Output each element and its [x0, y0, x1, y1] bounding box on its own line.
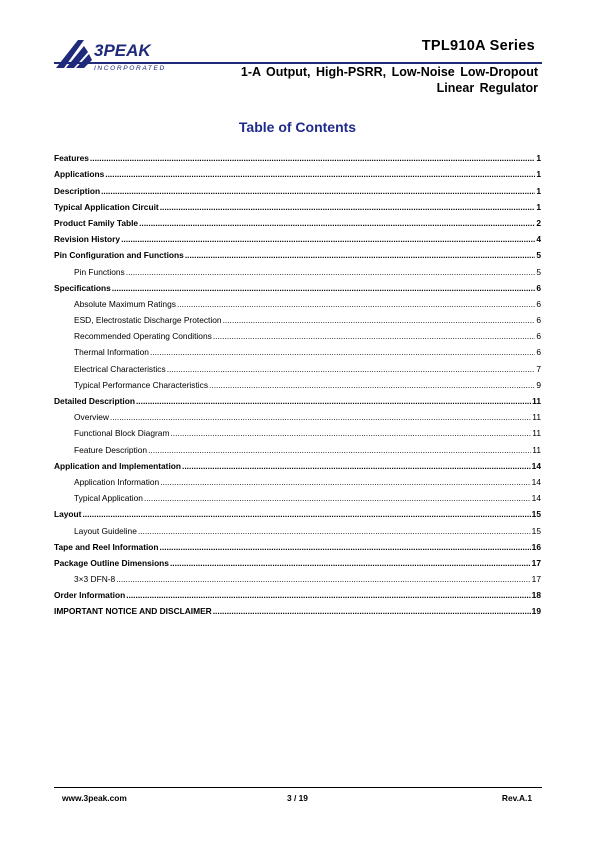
toc-entry-title: Order Information — [54, 590, 126, 601]
toc-entry-title: Package Outline Dimensions — [54, 557, 169, 568]
toc-entry-title: Detailed Description — [54, 396, 135, 406]
toc-entry-page: 9 — [536, 379, 541, 390]
toc-entry-title: Overview — [74, 412, 109, 423]
toc-entry[interactable] — [54, 584, 541, 600]
toc-entry-title: Revision History — [54, 234, 121, 245]
toc-leader-dots — [136, 396, 531, 406]
toc-entry[interactable] — [54, 228, 541, 244]
toc-entry-title: Layout — [54, 509, 82, 520]
toc-entry[interactable] — [54, 163, 541, 179]
3peak-logo-icon — [54, 36, 179, 76]
toc-entry-title: ESD, Electrostatic Discharge Protection — [74, 315, 222, 326]
toc-entry[interactable] — [54, 390, 541, 406]
toc-entry-title: Typical Performance Characteristics — [74, 379, 209, 390]
toc-entry-page: 14 — [531, 460, 541, 471]
toc-entry-title: Description — [54, 185, 101, 196]
toc-entry-title: Absolute Maximum Ratings — [74, 298, 176, 309]
toc-entry-page: 1 — [536, 153, 541, 164]
logo-wordmark: 3PEAK — [94, 41, 151, 60]
toc-leader-dots — [213, 331, 536, 341]
toc-leader-dots — [170, 558, 531, 568]
toc-entry[interactable] — [54, 341, 541, 357]
footer-divider — [54, 787, 542, 788]
toc-entry-page: 11 — [532, 396, 541, 406]
toc-entry-title: IMPORTANT NOTICE AND DISCLAIMER — [54, 606, 212, 617]
toc-entry-page: 1 — [536, 201, 541, 212]
toc-entry-page: 19 — [531, 606, 541, 617]
toc-entry-page: 1 — [536, 185, 541, 196]
toc-leader-dots — [182, 461, 531, 471]
toc-leader-dots — [177, 299, 535, 309]
toc-leader-dots — [138, 526, 531, 536]
toc-entry[interactable] — [54, 212, 541, 228]
toc-entry-title: Functional Block Diagram — [74, 428, 170, 439]
toc-leader-dots — [126, 590, 530, 600]
toc-entry-title: Pin Functions — [74, 266, 125, 277]
toc-leader-dots — [209, 380, 535, 390]
toc-entry-title: Layout Guideline — [74, 525, 137, 536]
toc-heading: Table of Contents — [238, 119, 357, 135]
toc-entry[interactable] — [54, 244, 541, 260]
toc-entry-title: Typical Application Circuit — [54, 201, 159, 212]
toc-entry-page: 15 — [531, 525, 541, 536]
toc-entry-title: Tape and Reel Information — [54, 541, 159, 552]
toc-entry-page: 17 — [531, 557, 541, 568]
toc-entry[interactable] — [54, 519, 541, 535]
toc-leader-dots — [223, 315, 536, 325]
toc-entry-page: 17 — [531, 574, 541, 585]
toc-entry-page: 11 — [532, 428, 541, 439]
toc-entry-page: 14 — [531, 493, 541, 504]
toc-entry-title: 3×3 DFN-8 — [74, 574, 116, 585]
toc-entry-page: 6 — [536, 315, 541, 326]
toc-entry[interactable] — [54, 357, 541, 373]
toc-entry[interactable] — [54, 422, 541, 438]
toc-entry-page: 6 — [536, 347, 541, 358]
toc-leader-dots — [144, 493, 531, 503]
toc-entry[interactable] — [54, 406, 541, 422]
toc-entry-title: Feature Description — [74, 444, 148, 455]
toc-entry-page: 18 — [531, 590, 541, 601]
toc-entry-page: 11 — [532, 444, 541, 455]
toc-entry[interactable] — [54, 374, 541, 390]
toc-leader-dots — [82, 509, 530, 519]
document-subtitle — [178, 64, 538, 96]
toc-entry[interactable] — [54, 455, 541, 471]
footer-website[interactable]: www.3peak.com — [62, 793, 127, 803]
toc-entry[interactable] — [54, 196, 541, 212]
toc-entry-page: 1 — [536, 169, 541, 180]
toc-entry-page: 6 — [536, 298, 541, 309]
toc-entry[interactable] — [54, 503, 541, 519]
toc-entry-title: Features — [54, 153, 89, 164]
toc-entry-page: 14 — [531, 476, 541, 487]
toc-entry[interactable] — [54, 600, 541, 616]
toc-leader-dots — [126, 267, 536, 277]
toc-entry-page: 11 — [532, 412, 541, 423]
toc-entry-title: Application and Implementation — [54, 460, 182, 471]
toc-leader-dots — [90, 153, 535, 163]
logo-tagline: INCORPORATED — [94, 65, 166, 72]
toc-entry-title: Thermal Information — [74, 347, 149, 358]
company-logo — [54, 36, 179, 76]
toc-leader-dots — [213, 606, 531, 616]
footer-page-number: 3 / 19 — [287, 793, 308, 803]
toc-entry[interactable] — [54, 471, 541, 487]
toc-entry[interactable] — [54, 487, 541, 503]
toc-entry[interactable] — [54, 325, 541, 341]
toc-leader-dots — [150, 347, 535, 357]
toc-leader-dots — [160, 477, 530, 487]
toc-entry-page: 4 — [536, 234, 541, 245]
toc-entry-page: 16 — [531, 541, 541, 552]
toc-entry[interactable] — [54, 536, 541, 552]
toc-leader-dots — [110, 412, 531, 422]
toc-leader-dots — [160, 542, 531, 552]
toc-entry[interactable] — [54, 179, 541, 195]
toc-entry-page: 15 — [531, 509, 541, 520]
toc-entry-page: 6 — [536, 331, 541, 342]
toc-entry-title: Product Family Table — [54, 217, 139, 228]
toc-entry[interactable] — [54, 147, 541, 163]
toc-entry[interactable] — [54, 293, 541, 309]
toc-entry-page: 5 — [536, 266, 541, 277]
toc-entry-title: Application Information — [74, 476, 160, 487]
toc-leader-dots — [105, 169, 535, 179]
toc-entry[interactable] — [54, 277, 541, 293]
toc-entry[interactable] — [54, 568, 541, 584]
toc-leader-dots — [167, 364, 536, 374]
toc-entry[interactable] — [54, 260, 541, 276]
toc-entry-page: 6 — [536, 282, 541, 293]
toc-entry[interactable] — [54, 309, 541, 325]
footer-revision: Rev.A.1 — [501, 793, 532, 803]
toc-entry-title: Electrical Characteristics — [74, 363, 166, 374]
toc-entry-page: 7 — [536, 363, 541, 374]
toc-leader-dots — [139, 218, 535, 228]
toc-entry[interactable] — [54, 438, 541, 454]
toc-leader-dots — [121, 234, 535, 244]
toc-leader-dots — [148, 445, 531, 455]
table-of-contents — [54, 147, 541, 616]
toc-leader-dots — [116, 574, 530, 584]
subtitle-line-2: Linear Regulator — [436, 81, 538, 95]
toc-leader-dots — [112, 283, 536, 293]
toc-entry-title: Recommended Operating Conditions — [74, 331, 212, 342]
toc-entry-title: Applications — [54, 169, 105, 180]
subtitle-line-1: 1-A Output, High-PSRR, Low-Noise Low-Dropout — [240, 65, 538, 79]
toc-leader-dots — [170, 428, 531, 438]
toc-entry-title: Specifications — [54, 282, 111, 293]
toc-entry-page: 5 — [536, 250, 541, 261]
toc-entry-page: 2 — [536, 217, 541, 228]
series-title: TPL910A Series — [421, 38, 535, 54]
toc-entry-title: Pin Configuration and Functions — [54, 250, 184, 261]
toc-leader-dots — [185, 250, 536, 260]
toc-entry[interactable] — [54, 552, 541, 568]
toc-leader-dots — [101, 186, 535, 196]
toc-leader-dots — [160, 202, 536, 212]
toc-entry-title: Typical Application — [74, 493, 143, 504]
